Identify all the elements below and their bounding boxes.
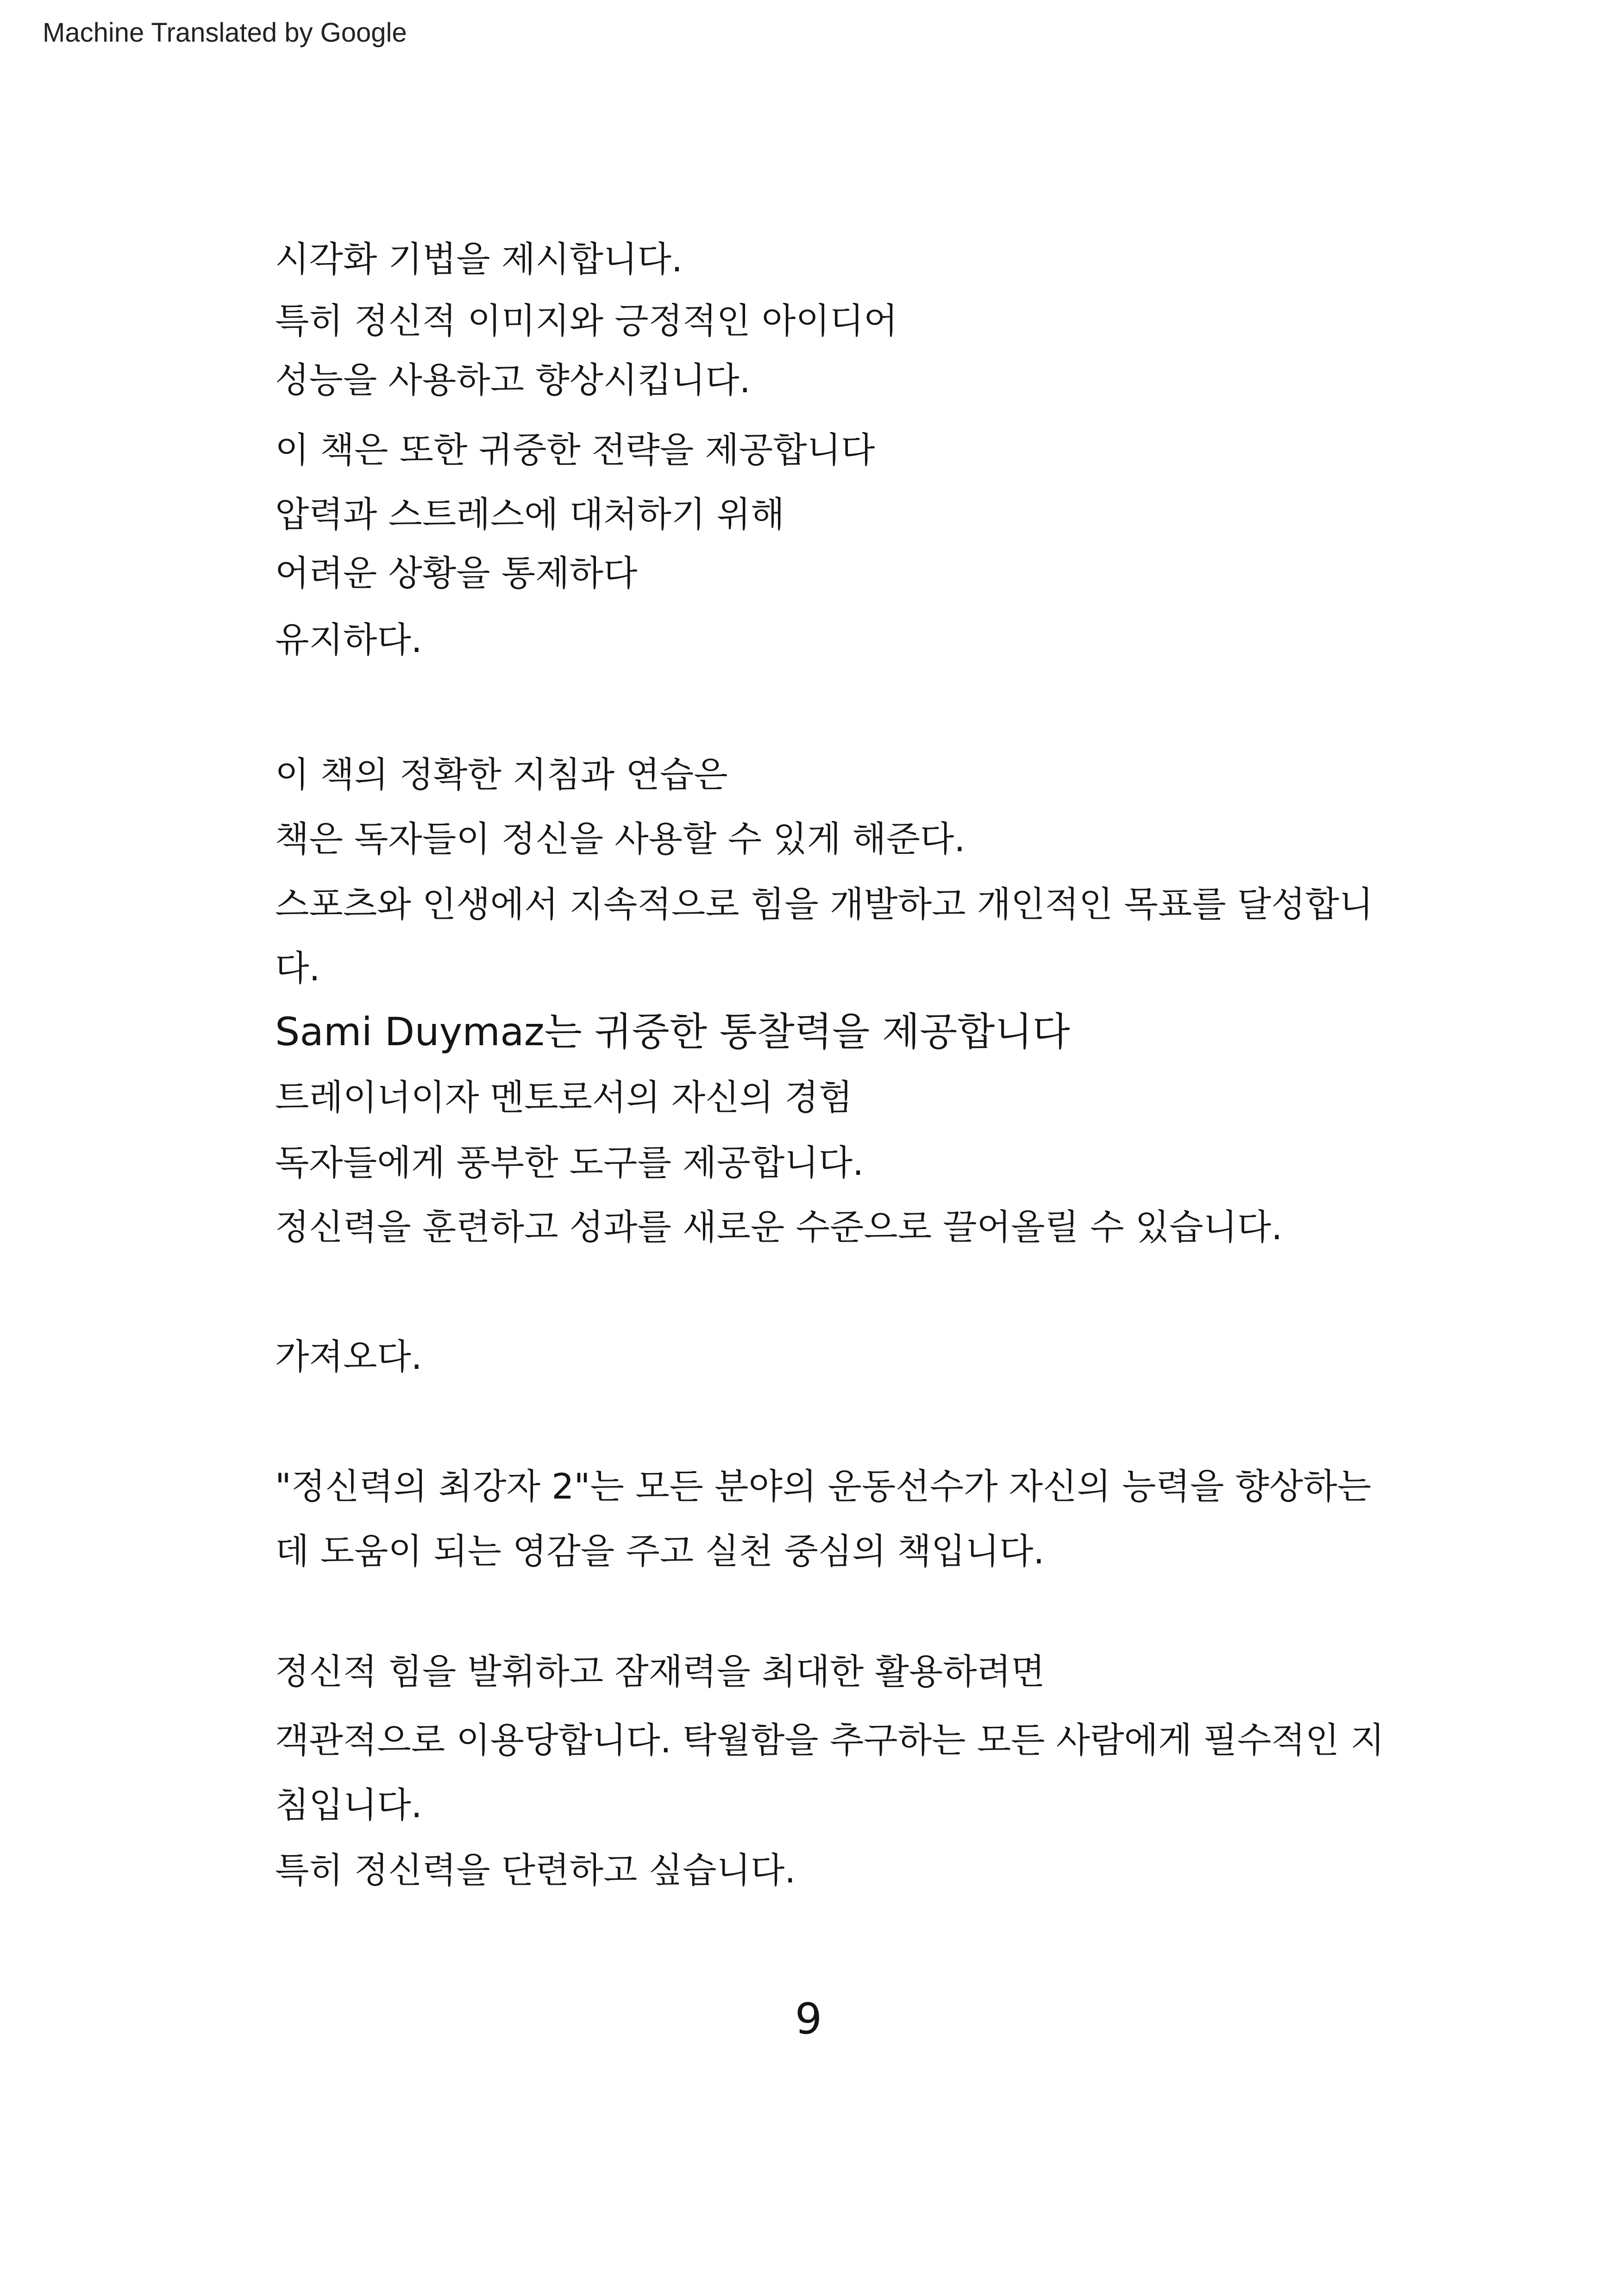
text-line: 침입니다. — [275, 1784, 422, 1826]
text-line: 다. — [275, 947, 320, 989]
text-line: 정신력을 훈련하고 성과를 새로운 수준으로 끌어올릴 수 있습니다. — [275, 1206, 1283, 1248]
text-line: 성능을 사용하고 향상시킵니다. — [275, 359, 751, 401]
text-line: 유지하다. — [275, 619, 422, 660]
text-line: 어려운 상황을 통제하다 — [275, 552, 638, 594]
page-number: 9 — [795, 1994, 822, 2044]
text-line: 특히 정신적 이미지와 긍정적인 아이디어 — [275, 300, 898, 341]
text-line: 이 책의 정확한 지침과 연습은 — [275, 754, 728, 795]
text-line: 독자들에게 풍부한 도구를 제공합니다. — [275, 1142, 864, 1183]
text-line: 데 도움이 되는 영감을 주고 실천 중심의 책입니다. — [275, 1531, 1045, 1572]
text-line: 시각화 기법을 제시합니다. — [275, 238, 683, 280]
machine-translation-notice: Machine Translated by Google — [43, 18, 407, 48]
text-line: Sami Duymaz는 귀중한 통찰력을 제공합니다 — [275, 1009, 1070, 1054]
text-line: 가져오다. — [275, 1336, 422, 1377]
text-line: 압력과 스트레스에 대처하기 위해 — [275, 494, 785, 535]
text-line: 책은 독자들이 정신을 사용할 수 있게 해준다. — [275, 818, 965, 859]
text-line: 정신적 힘을 발휘하고 잠재력을 최대한 활용하려면 — [275, 1651, 1045, 1692]
text-line: 특히 정신력을 단련하고 싶습니다. — [275, 1850, 796, 1891]
text-line: 스포츠와 인생에서 지속적으로 힘을 개발하고 개인적인 목표를 달성합니 — [275, 884, 1373, 925]
text-line: 객관적으로 이용당합니다. 탁월함을 추구하는 모든 사람에게 필수적인 지 — [275, 1719, 1385, 1761]
text-line: "정신력의 최강자 2"는 모든 분야의 운동선수가 자신의 능력을 향상하는 — [275, 1466, 1372, 1507]
text-line: 트레이너이자 멘토로서의 자신의 경험 — [275, 1077, 853, 1118]
text-line: 이 책은 또한 귀중한 전략을 제공합니다 — [275, 429, 875, 470]
